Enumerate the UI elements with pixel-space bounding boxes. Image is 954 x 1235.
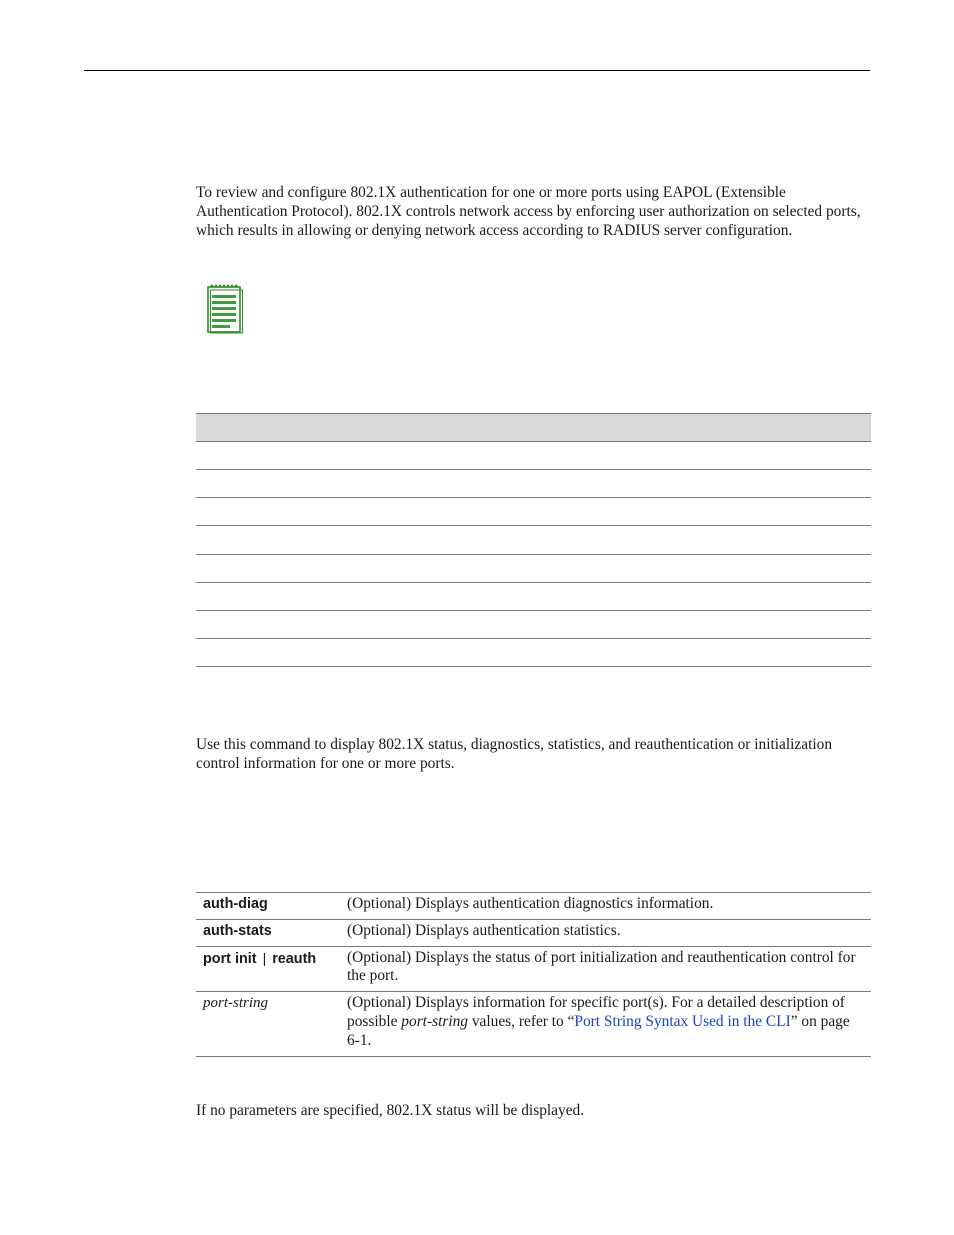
command-table-row — [196, 610, 871, 611]
command-table-row — [196, 441, 871, 442]
header-rule — [84, 70, 870, 71]
table-row — [196, 992, 871, 1056]
command-table-row — [196, 554, 871, 555]
table-row — [196, 946, 871, 992]
table-row — [196, 919, 871, 946]
command-table-row — [196, 525, 871, 526]
param-name: auth-diag — [203, 896, 268, 912]
command-table-row — [196, 469, 871, 470]
param-name: reauth — [272, 950, 317, 967]
param-name: port init — [203, 950, 257, 967]
param-name: auth-stats — [203, 922, 272, 939]
param-description: (Optional) Displays information for specific port(s). For a detailed description of possible port-string values, refer to “Port String Syntax Used in the CLI” on page 6-1. — [347, 994, 850, 1049]
command-table-header — [196, 413, 871, 442]
param-name: port-string — [203, 995, 269, 1012]
command-table-row — [196, 666, 871, 667]
param-separator: | — [262, 949, 267, 966]
param-description: (Optional) Displays the status of port initialization and reauthentication control for the port. — [347, 948, 856, 985]
param-description: (Optional) Displays authentication diagnostics information. — [347, 895, 714, 912]
description-paragraph: Use this command to display 802.1X status, diagnostics, statistics, and reauthentication or initialization control information for one or more ports. — [196, 736, 833, 772]
table-row — [196, 893, 871, 920]
intro-paragraph: To review and configure 802.1X authentication for one or more ports using EAPOL (Extensible Authentication Protocol). 802.1X controls network access by enforcing user authorization on selected ports, which results in allowing or denying network access according to RADIUS server configuration. — [196, 184, 861, 239]
cross-reference-link[interactable]: Port String Syntax Used in the CLI — [574, 1012, 791, 1030]
param-description: (Optional) Displays authentication statistics. — [347, 921, 621, 939]
command-table-row — [196, 582, 871, 583]
command-table-row — [196, 497, 871, 498]
parameters-table — [196, 892, 871, 1057]
defaults-paragraph: If no parameters are specified, 802.1X status will be displayed. — [196, 1102, 585, 1119]
command-table-row — [196, 638, 871, 639]
notepad-icon — [206, 282, 244, 334]
